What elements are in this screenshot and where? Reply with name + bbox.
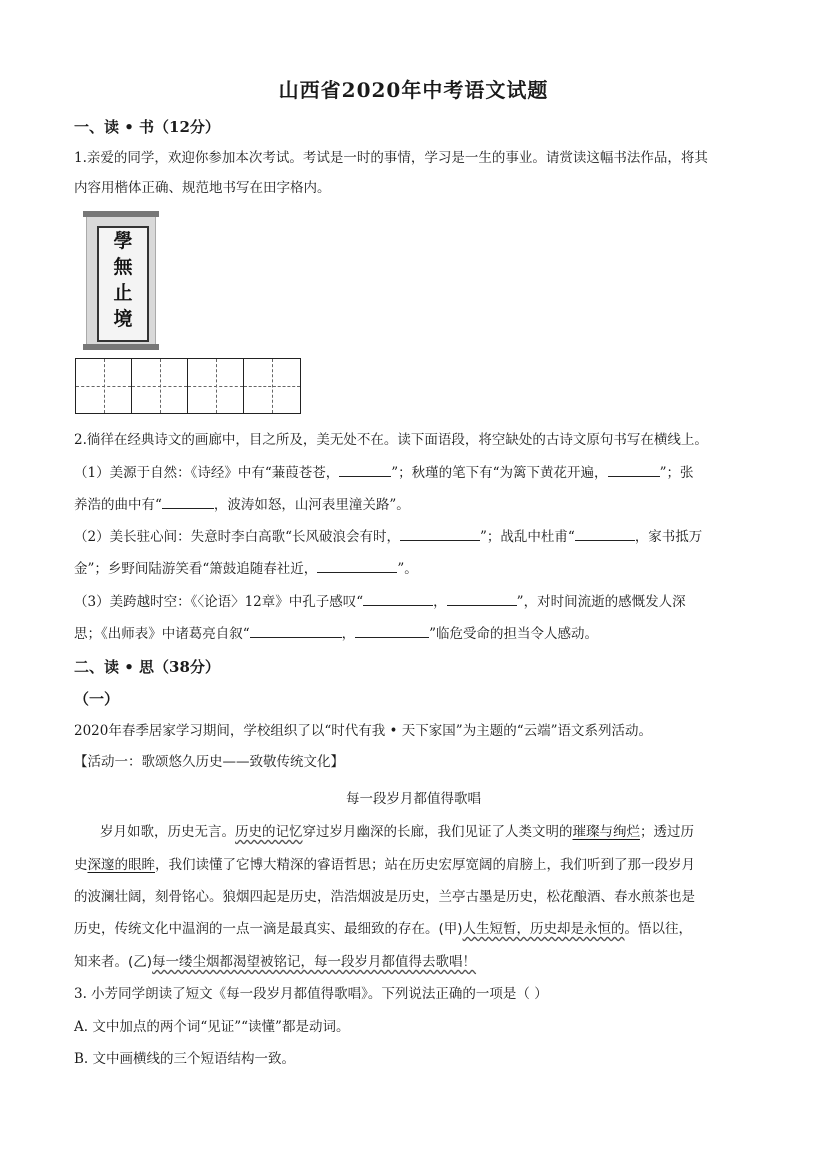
- tianzige-cell[interactable]: [76, 359, 132, 413]
- tianzige-cell[interactable]: [132, 359, 188, 413]
- q2-line-4: 金”；乡野间陆游笑看“箫鼓追随春社近， ”。: [74, 558, 418, 579]
- essay-line-1: 岁月如歌，历史无言。历史的记忆穿过岁月幽深的长廊，我们见证了人类文明的璀璨与绚烂；透过历: [100, 824, 694, 840]
- section-1-heading: 一、读 • 书（12分）: [74, 118, 220, 136]
- activity-intro: 2020年春季居家学习期间，学校组织了以“时代有我 • 天下家国”为主题的“云端”语文系列活动。: [74, 723, 653, 739]
- calligraphy-char: 學: [113, 230, 133, 252]
- activity-one-heading: 【活动一：歌颂悠久历史——致敬传统文化】: [74, 754, 344, 770]
- answer-blank[interactable]: [339, 462, 391, 477]
- tianzige-grid[interactable]: [75, 358, 301, 414]
- q3-option-b[interactable]: B. 文中画横线的三个短语结构一致。: [74, 1051, 296, 1067]
- q1-text-line2: 内容用楷体正确、规范地书写在田字格内。: [74, 180, 331, 196]
- essay-line-3: 的波澜壮阔，刻骨铭心。狼烟四起是历史，浩浩烟波是历史，兰亭古墨是历史，松花酿酒、春水煎茶也是: [74, 889, 695, 905]
- essay-title: 每一段岁月都值得歌唱: [346, 791, 481, 807]
- calligraphy-char: 境: [113, 308, 133, 330]
- calligraphy-char: 無: [113, 256, 133, 278]
- q3-stem: 3. 小芳同学朗读了短文《每一段岁月都值得歌唱》。下列说法正确的一项是（ ）: [74, 986, 548, 1002]
- q2-line-6: 思；《出师表》中诸葛亮自叙“ ， ”临危受命的担当令人感动。: [74, 623, 598, 644]
- q1-text-line1: 1.亲爱的同学，欢迎你参加本次考试。考试是一时的事情，学习是一生的事业。请赏读这幅书法作品，将其: [74, 150, 708, 166]
- answer-blank[interactable]: [355, 623, 429, 638]
- answer-blank[interactable]: [447, 591, 517, 606]
- calligraphy-char: 止: [113, 282, 133, 304]
- answer-blank[interactable]: [250, 623, 342, 638]
- q2-line-2: 养浩的曲中有“ ，波涛如怒，山河表里潼关路”。: [74, 494, 410, 515]
- q2-line-5: （3）美跨越时空：《〈论语〉12章》中孔子感叹“ ， ”，对时间流逝的感慨发人深: [74, 591, 686, 612]
- q2-line-3: （2）美长驻心间：失意时李白高歌“长风破浪会有时， ”；战乱中杜甫“ ，家书抵万: [74, 526, 702, 547]
- section-2-heading: 二、读 • 思（38分）: [74, 658, 220, 676]
- calligraphy-image: [86, 213, 156, 347]
- essay-line-2: 史深邃的眼眸，我们读懂了它博大精深的睿语哲思；站在历史宏厚宽阔的肩膀上，我们听到了那一段岁月: [74, 857, 695, 873]
- essay-line-4: 历史，传统文化中温润的一点一滴是最真实、最细致的存在。(甲)人生短暂，历史却是永恒的。悟以往，: [74, 921, 693, 937]
- answer-blank[interactable]: [363, 591, 433, 606]
- q3-option-a[interactable]: A. 文中加点的两个词“见证”“读懂”都是动词。: [74, 1019, 350, 1035]
- answer-blank[interactable]: [575, 526, 635, 541]
- tianzige-cell[interactable]: [244, 359, 300, 413]
- tianzige-cell[interactable]: [188, 359, 244, 413]
- q2-line-1: （1）美源于自然：《诗经》中有“蒹葭苍苍， ”；秋瑾的笔下有“为篱下黄花开遍， ”；张: [74, 462, 693, 483]
- answer-blank[interactable]: [162, 494, 214, 509]
- subsection-heading: （一）: [74, 690, 120, 708]
- answer-blank[interactable]: [400, 526, 480, 541]
- answer-blank[interactable]: [608, 462, 660, 477]
- essay-line-5: 知来者。(乙)每一缕尘烟都渴望被铭记，每一段岁月都值得去歌唱！: [74, 954, 477, 970]
- page-title: 山西省2020年中考语文试题: [278, 78, 549, 102]
- answer-blank[interactable]: [317, 558, 397, 573]
- q2-text-line1: 2.徜徉在经典诗文的画廊中，目之所及，美无处不在。读下面语段，将空缺处的古诗文原句书写在横线上。: [74, 432, 708, 448]
